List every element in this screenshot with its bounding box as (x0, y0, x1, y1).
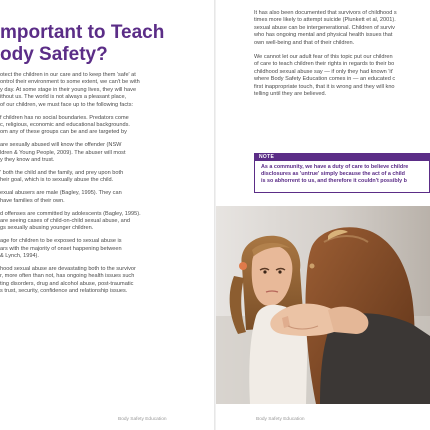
text-line: of our children, we must face up to the following facts: (0, 101, 134, 108)
text-line: childhood sexual abuse say — if only they had known 'it' (254, 68, 394, 75)
text-line: first inappropriate touch, that it is wrong and they will kno (254, 83, 395, 90)
left-footer: Body Safety Education (118, 417, 167, 422)
text-line: ldren & Young People, 2009). The abuser will most (0, 149, 126, 156)
text-line: ' both the child and the family, and prey upon both (0, 169, 124, 176)
text-line: exual abusers are male (Bagley, 1995). They can (0, 190, 122, 197)
body-paragraph (0, 190, 210, 205)
note-label: NOTE (255, 154, 429, 161)
left-page (0, 0, 214, 430)
body-paragraph (0, 170, 210, 185)
note-line: disclosures as 'untrue' simply because the act of a child (261, 171, 405, 178)
right-footer: Body Safety Education (256, 417, 305, 422)
text-line: telling until they are believed. (254, 91, 327, 98)
text-line: ontrol their environment to some extent, we can't be with (0, 79, 140, 86)
text-line: om any of these groups can be and are targeted by (0, 129, 127, 136)
text-line: y day. At some stage in their young lives, they will have (0, 86, 137, 93)
text-line: hood sexual abuse are devastating both to the survivor (0, 266, 136, 273)
text-line: ting disorders, drug and alcohol abuse, post-traumatic (0, 280, 134, 287)
text-line: r, more often than not, has ongoing health issues such (0, 273, 135, 280)
photo-illustration (216, 206, 430, 404)
title-line-2: ody Safety? (0, 44, 108, 65)
text-line: age for children to be exposed to sexual abuse is (0, 238, 122, 245)
note-line: is so abhorrent to us, and therefore it couldn't possibly b (261, 178, 407, 185)
note-line: As a community, we have a duty of care to believe childre (261, 164, 409, 170)
body-paragraph (0, 115, 210, 137)
text-line: of care to teach children their rights in regards to their bo (254, 61, 395, 68)
text-line: d offenses are committed by adolescents (Bagley, 1995). (0, 210, 141, 217)
note-box (254, 153, 430, 193)
body-paragraph (0, 238, 210, 260)
body-paragraph (0, 266, 210, 296)
body-paragraph (0, 142, 210, 164)
text-line: We cannot let our adult fear of this topic put our children (254, 54, 393, 61)
text-line: y they know and trust. (0, 157, 55, 164)
text-line: are seeing cases of child-on-child sexual abuse, and (0, 218, 130, 224)
text-line: who has ongoing mental and physical health issues that (254, 32, 393, 39)
text-line: where Body Safety Education comes in — an educated c (254, 76, 396, 83)
body-paragraph (0, 211, 210, 233)
text-line: s trust, security, confidence and relationship issues. (0, 288, 128, 295)
text-line: It has also been documented that survivors of childhood s (254, 10, 397, 16)
text-line: c, religious, economic and educational backgrounds. (0, 121, 130, 128)
right-page (216, 0, 430, 430)
left-body-text (0, 72, 210, 301)
page-title (0, 22, 214, 66)
text-line: & Lynch, 1994). (0, 253, 39, 260)
text-line: times more likely to attempt suicide (Plunkett et al, 2001). (254, 17, 396, 24)
text-line: own well-being and that of their children. (254, 39, 355, 46)
text-line: sexual abuse can be intergenerational. Children of surviv (254, 24, 395, 31)
text-line: are sexually abused will know the offender (NSW (0, 142, 122, 149)
body-paragraph (254, 10, 430, 47)
text-line: have families of their own. (0, 197, 65, 204)
photo-child-hugging-mother (216, 206, 430, 404)
title-line-1: mportant to Teach (0, 22, 165, 43)
text-line: gs sexually abusing younger children. (0, 225, 94, 232)
right-body-text (254, 10, 430, 105)
text-line: ars with the majority of onset happening between (0, 245, 122, 252)
body-paragraph (0, 72, 210, 109)
text-line: ithout us. The world is not always a pleasant place, (0, 94, 127, 101)
note-text (255, 161, 429, 189)
text-line: otect the children in our care and to keep them 'safe' at (0, 72, 136, 78)
text-line: f children has no social boundaries. Predators come (0, 114, 129, 121)
body-paragraph (254, 54, 430, 98)
text-line: heir goal, which is to sexually abuse the child. (0, 177, 114, 184)
